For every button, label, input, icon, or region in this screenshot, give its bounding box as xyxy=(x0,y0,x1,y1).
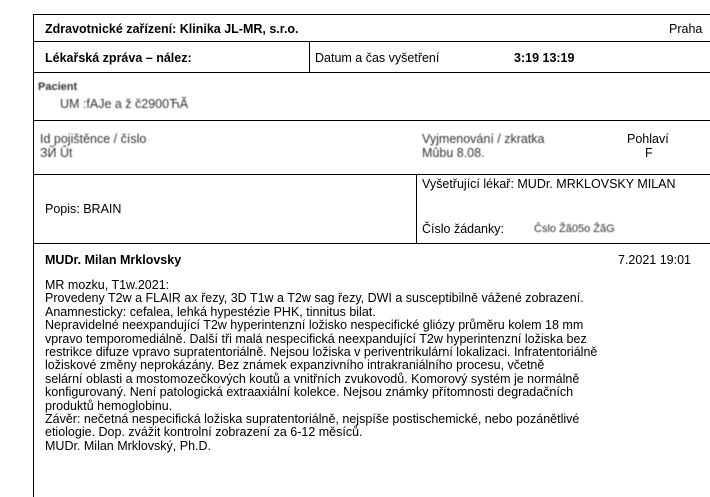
report-line: Nepravidelné neexpandující T2w hyperintenzní ložisko nespecifické gliózy průměru kolem 18 mm xyxy=(45,318,584,333)
report-title: Lékařská zpráva – nález: xyxy=(45,51,192,65)
report-timestamp-prefix: 7 xyxy=(618,253,625,267)
report-line: selární oblasti a mostomozečkových koutů a vnitřních zvukovodů. Komorový systém je normálně xyxy=(45,371,580,386)
report-line: MUDr. Milan Mrklovský, Ph.D. xyxy=(45,438,211,453)
report-line: Anamnesticky: cefalea, lehká hypestézie PHK, tinnitus bilat. xyxy=(45,304,376,319)
report-line: konfigurovaný. Není patologická extraaxiální kolekce. Nejsou známky přítomnosti degradačních xyxy=(45,385,574,400)
request-number-label: Číslo žádanky: xyxy=(422,222,504,236)
report-author: MUDr. Milan Mrklovsky xyxy=(45,253,182,267)
request-number-value: Čslo Žã05o ŽãG xyxy=(534,223,615,235)
patient-name: UM :fAJe a ž č2900ЋÃ xyxy=(60,97,189,111)
report-line: restrikce difuze vpravo supratentoriálně. Nejsou ložiska v periventrikulární lokalizaci. Infratentoriálně xyxy=(45,345,598,360)
examining-physician: Vyšetřující lékař: MUDr. MRKLOVSKY MILAN xyxy=(422,177,676,191)
divider xyxy=(33,72,710,73)
report-timestamp-value: .2021 19:01 xyxy=(624,253,691,267)
report-timestamp xyxy=(618,253,691,267)
facility-city: Praha xyxy=(669,22,703,36)
column-divider xyxy=(416,174,417,243)
report-line: produktů hemoglobinu. xyxy=(45,398,173,413)
report-line: ložiskové změny neprokázány. Bez známek expanzivního intrakraniálního procesu, včetně xyxy=(45,358,545,373)
exam-datetime-value: 3:19 13:19 xyxy=(514,51,575,65)
patient-label: Pacient xyxy=(38,81,78,93)
report-body xyxy=(45,279,705,453)
exam-description: Popis: BRAIN xyxy=(45,202,122,216)
report-line: vpravo temporomediálně. Další tři malá nespecifická neexpandující T2w hyperintenzní ložiska bez xyxy=(45,331,587,346)
exam-datetime-label: Datum a čas vyšetření xyxy=(315,51,440,65)
dob-value: Mûbu 8.08. xyxy=(422,146,485,160)
insurance-value: ЗЙ Ût xyxy=(40,146,73,160)
divider xyxy=(33,174,710,175)
divider xyxy=(33,41,710,42)
column-divider xyxy=(309,41,310,72)
report-line: Závěr: nečetná nespecifická ložiska supratentoriálně, nejspíše postischemické, nebo pozánětlivé xyxy=(45,412,580,427)
facility-name: Zdravotnické zařízení: Klinika JL-MR, s.r.o. xyxy=(45,22,299,36)
report-line: MR mozku, T1w.2021: xyxy=(45,278,170,292)
report-line: etiologie. Dop. zvážit kontrolní zobrazení za 6-12 měsíců. xyxy=(45,425,363,440)
divider xyxy=(33,120,710,121)
insurance-label: Id pojištěnce / číslo xyxy=(40,132,147,146)
divider xyxy=(33,243,710,244)
sex-label: Pohlaví xyxy=(627,132,669,146)
report-line: Provedeny T2w a FLAIR ax řezy, 3D T1w a T2w sag řezy, DWI a susceptibilně vážené zobrazení. xyxy=(45,291,584,306)
dob-label: Vyjmenování / zkratka xyxy=(422,132,545,146)
sex-value: F xyxy=(645,146,653,160)
